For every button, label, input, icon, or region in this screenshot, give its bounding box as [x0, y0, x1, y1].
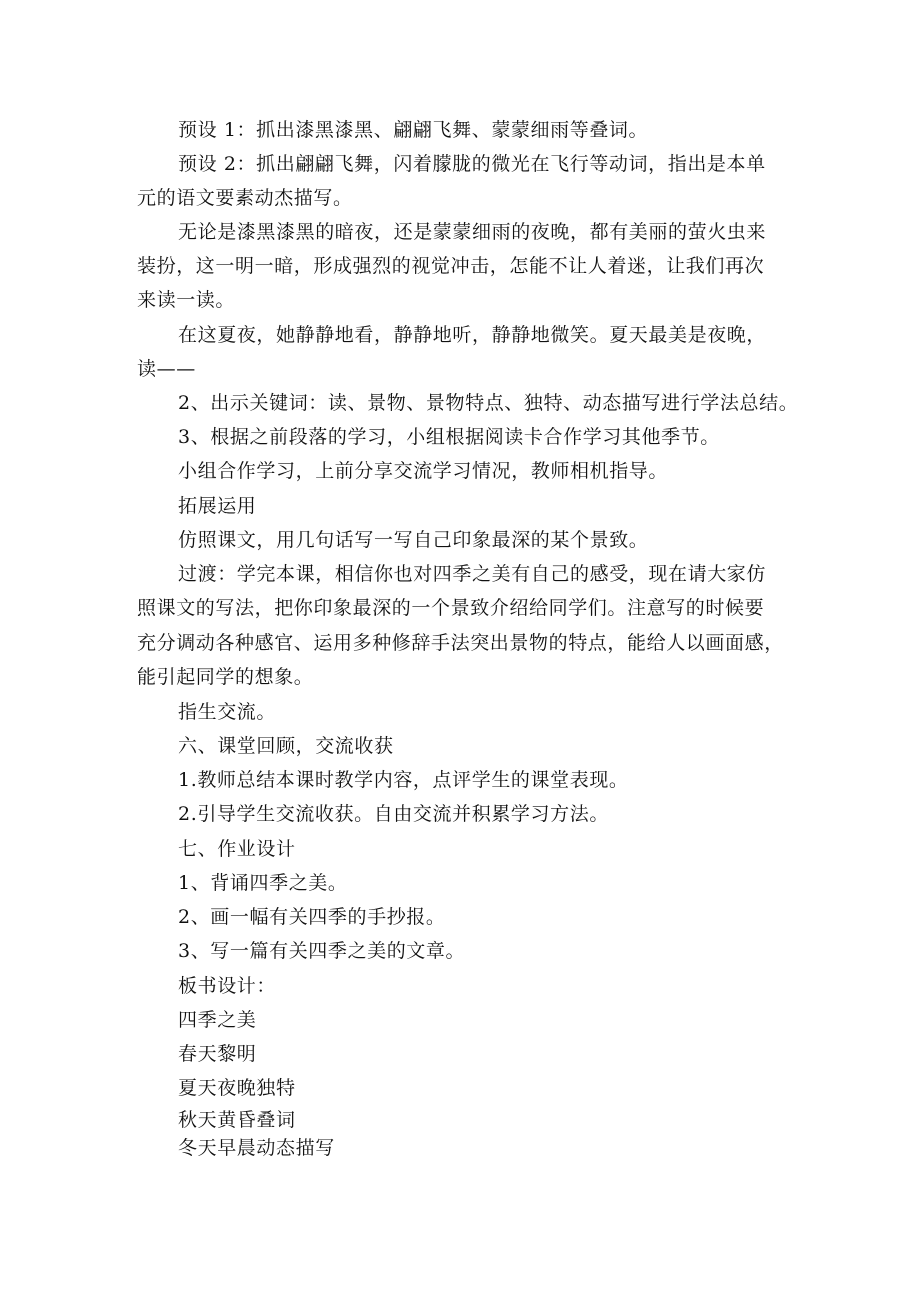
- section-heading: 六、课堂回顾，交流收获: [178, 735, 394, 757]
- list-item: 1、背诵四季之美。: [178, 872, 348, 894]
- paragraph-line: 3、根据之前段落的学习，小组根据阅读卡合作学习其他季节。: [178, 426, 720, 448]
- paragraph-line: 能引起同学的想象。: [137, 666, 314, 688]
- paragraph-line: 来读一读。: [137, 289, 236, 311]
- section-heading: 拓展运用: [178, 495, 257, 517]
- board-line: 夏天夜晚独特: [178, 1077, 296, 1099]
- paragraph-line: 照课文的写法，把你印象最深的一个景致介绍给同学们。注意写的时候要: [137, 597, 765, 619]
- list-item: 2.引导学生交流收获。自由交流并积累学习方法。: [178, 803, 609, 825]
- paragraph-line: 2、出示关键词：读、景物、景物特点、独特、动态描写进行学法总结。: [178, 392, 799, 414]
- board-line: 春天黎明: [178, 1043, 257, 1065]
- paragraph-line: 预设 2：抓出翩翩飞舞，闪着朦胧的微光在飞行等动词，指出是本单: [178, 153, 766, 175]
- paragraph-line: 预设 1：抓出漆黑漆黑、翩翩飞舞、蒙蒙细雨等叠词。: [178, 119, 649, 141]
- section-heading: 板书设计：: [178, 975, 277, 997]
- paragraph-line: 无论是漆黑漆黑的暗夜，还是蒙蒙细雨的夜晚，都有美丽的萤火虫来: [178, 221, 767, 243]
- list-item: 2、画一幅有关四季的手抄报。: [178, 906, 446, 928]
- paragraph-line: 装扮，这一明一暗，形成强烈的视觉冲击，怎能不让人着迷，让我们再次: [137, 255, 765, 277]
- section-heading: 七、作业设计: [178, 838, 296, 860]
- board-line: 四季之美: [178, 1009, 257, 1031]
- paragraph-line: 指生交流。: [178, 701, 277, 723]
- list-item: 1.教师总结本课时教学内容，点评学生的课堂表现。: [178, 769, 629, 791]
- board-line: 秋天黄昏叠词: [178, 1109, 296, 1131]
- paragraph-line: 在这夏夜，她静静地看，静静地听，静静地微笑。夏天最美是夜晚，: [178, 324, 767, 346]
- paragraph-line: 读——: [137, 358, 196, 380]
- paragraph-line: 仿照课文，用几句话写一写自己印象最深的某个景致。: [178, 529, 649, 551]
- paragraph-line: 元的语文要素动杰描写。: [137, 187, 353, 209]
- paragraph-line: 小组合作学习，上前分享交流学习情况，教师相机指导。: [178, 460, 669, 482]
- board-line: 冬天早晨动态描写: [178, 1137, 335, 1159]
- paragraph-line: 过渡：学完本课，相信你也对四季之美有自己的感受，现在请大家仿: [178, 563, 767, 585]
- list-item: 3、写一篇有关四季之美的文章。: [178, 940, 466, 962]
- paragraph-line: 充分调动各种感官、运用多种修辞手法突出景物的特点，能给人以画面感，: [137, 632, 784, 654]
